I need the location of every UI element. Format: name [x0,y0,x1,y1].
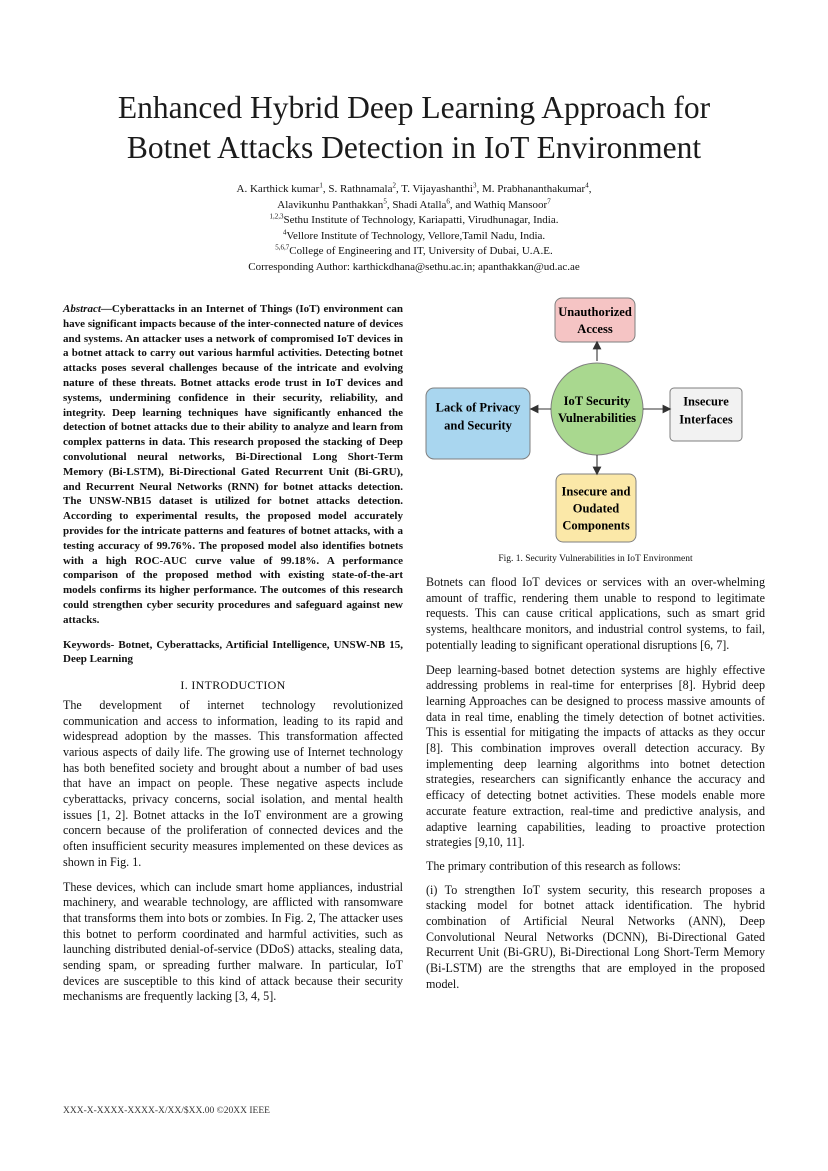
affiliation-1 [90,213,738,229]
footer-copyright: XXX-X-XXXX-XXXX-X/XX/$XX.00 ©20XX IEEE [63,1106,270,1116]
author-affiliation-marker: 5 [383,196,387,205]
label-line: Unauthorized [558,305,632,319]
intro-paragraph-1: The development of internet technology revolutionized communication and access to information, leading to its rapid and widespread adoption by the masses. This transformation affected various aspects of daily life. The growing use of Internet technology has both benefited society and brought about a number of bad uses that have an impact on people. These negative aspects include cyberattacks, privacy concerns, social isolation, and mental health issues [1, 2]. Botnet attacks in the IoT environment are a growing concern because of the proliferation of connected devices and the often insufficient security measures implemented on these devices as shown in Fig. 1. [63,697,403,869]
label-line: Lack of Privacy [435,400,521,415]
author-affiliation-marker: 1 [319,181,323,190]
author-name: A. Karthick kumar [236,183,320,195]
author-affiliation-marker: 6 [446,196,450,205]
label-line: Insecure [683,394,729,409]
right-paragraph-4: (i) To strengthen IoT system security, this research proposes a stacking model for botnet attack identification. The hybrid combination of Artificial Neural Networks (ANN), Deep Convolutional Neural Networks (DCNN), Bi-Directional Gated Recurrent Unit (Bi-GRU), Bi-Directional Long Short-Term Memory (Bi-LSTM) are the strengths that are employed in the proposed model. [426,882,765,991]
author-name: T. Vijayashanthi [401,183,473,195]
label-line: Components [562,518,630,533]
label-line: Oudated [572,501,620,516]
title-line-2: Botnet Attacks Detection in IoT Environment [126,130,702,165]
author-name: M. Prabhananthakumar [481,183,586,195]
author-separator: , [476,183,482,195]
label-line: Interfaces [679,412,733,427]
author-name: S. Rathnamala [328,183,393,195]
affiliation-text: Vellore Institute of Technology, Vellore,Tamil Nadu, India. [286,229,546,242]
affiliation-2 [90,229,738,245]
affiliation-text: Sethu Institute of Technology, Kariapatti, Virudhunagar, India. [283,214,559,227]
intro-paragraph-2: These devices, which can include smart home appliances, industrial machinery, and wearable technology, are afflicted with ransomware that transforms them into bots or zombies. In Fig. 2, The attacker uses this botnet to perform coordinated and harmful activities, such as launching distributed denial-of-service (DDoS) attacks, stealing data, sending spam, or spreading further malware. In particular, IoT devices are susceptible to this kind of attack because their security mechanisms are frequently lacking [3, 4, 5]. [63,879,403,1004]
label-line: Access [577,322,613,336]
author-name: Shadi Atalla [392,198,447,211]
right-column [426,575,765,993]
author-block [90,182,738,276]
abstract-dash: — [100,303,112,315]
affiliation-marker: 5,6,7 [275,243,290,252]
left-column [63,302,403,1005]
label-line: and Security [444,418,512,433]
abstract-label: Abstract [63,303,101,315]
figure-1-diagram [424,297,770,567]
author-affiliation-marker: 3 [472,181,477,190]
author-name: Alavikunhu Panthakkan [277,198,384,211]
author-separator: , [386,198,393,211]
author-separator: , [322,183,329,195]
corresponding-author: Corresponding Author: karthickdhana@sethu.ac.in; apanthakkan@ud.ac.ae [248,260,580,273]
author-names-line-2 [90,198,738,214]
author-affiliation-marker: 4 [585,181,589,190]
affiliation-3 [90,244,738,260]
keywords: Keywords- Botnet, Cyberattacks, Artificial Intelligence, UNSW-NB 15, Deep Learning [63,638,403,666]
author-separator: , [395,183,402,195]
figure-1-caption: Fig. 1. Security Vulnerabilities in IoT Environment [498,554,693,564]
label-line: Vulnerabilities [557,411,637,425]
section-heading-introduction: I. INTRODUCTION [180,678,286,693]
author-affiliation-marker: 2 [392,181,396,190]
right-paragraph-3: The primary contribution of this research as follows: [426,858,681,873]
affiliation-marker: 1,2,3 [269,212,284,221]
abstract [63,302,403,628]
label-line: Insecure and [561,484,631,499]
author-separator: , and [449,198,474,211]
author-separator: , [588,183,592,195]
author-name: Wathiq Mansoor [473,198,548,211]
author-affiliation-marker: 7 [547,196,551,205]
abstract-text: Cyberattacks in an Internet of Things (IoT) environment can have significant impacts because of the inter-connected nature of devices and systems. An attacker uses a network of compromised IoT devices in a botnet attack to carry out various harmful activities. Detecting botnet attacks poses several challenges because of the intricate and evolving nature of these threats. Botnet attacks erode trust in IoT devices and systems, undermining confidence in their security, reliability, and integrity. Deep learning techniques have significantly enhanced the detection of botnet attacks due to their ability to analyze and learn from complex patterns in data. This research proposed the stacking of Deep convolutional neural networks, Bi-Directional Long Short-Term Memory (Bi-LSTM), Bi-Directional Gated Recurrent Unit (Bi-GRU), and Recurrent Neural Networks (RNN) for botnet attacks detection. The UNSW-NB15 dataset is utilized for botnet attacks detection. According to experimental results, the proposed model accurately provides for the intricate patterns and features of botnet attacks, with a testing accuracy of 99.76%. The proposed model also identifies botnets with a high ROC-AUC curve value of 99.18%. A performance comparison of the proposed method with existing state-of-the-art models confirms its higher performance. The outcomes of this research could strengthen cyber security procedures and safeguard against new attacks. [63,303,403,626]
label-line: IoT Security [563,394,631,408]
affiliation-text: College of Engineering and IT, University of Dubai, U.A.E. [289,245,553,258]
author-names-line-1 [90,182,738,198]
title-line-1: Enhanced Hybrid Deep Learning Approach for [117,90,711,125]
right-paragraph-2: Deep learning-based botnet detection systems are highly effective addressing problems in real-time for enterprises [8]. Hybrid deep learning Approaches can be designed to process massive amounts of data in real time, enabling the timely detection of botnet activities. This is essential for mitigating the impacts of attacks as they occur [8]. This combination improves overall detection accuracy. By implementing deep learning algorithms into botnet detection strategies, researchers can significantly enhance the accuracy and efficacy of detecting botnet activities. These models enable more accurate feature extraction, real-time and predictive analysis, and adaptive learning capabilities, leading to proactive protection strategies [9,10, 11]. [426,662,765,850]
center-circle [551,363,643,455]
right-paragraph-1: Botnets can flood IoT devices or services with an over-whelming amount of traffic, rendering them unable to respond to legitimate requests. This can cause critical applications, such as smart grid systems, healthcare monitors, and industrial control systems, to fail, potentially leading to significant operational disruptions [6, 7]. [426,575,765,652]
affiliation-marker: 4 [282,228,287,237]
paper-title [60,88,768,168]
